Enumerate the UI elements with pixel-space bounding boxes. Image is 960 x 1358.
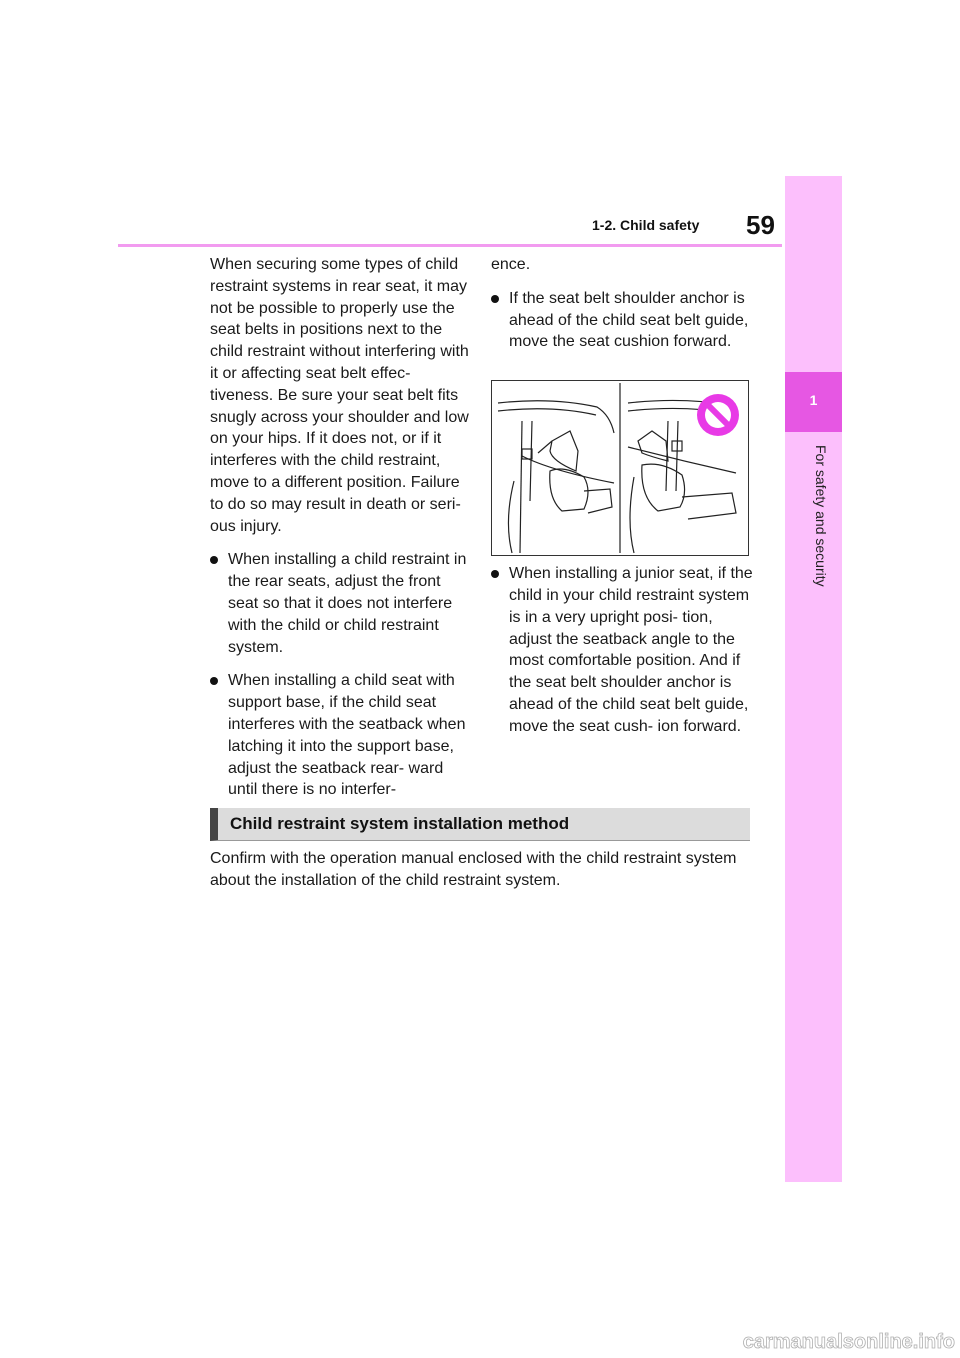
prohibited-icon [697, 394, 739, 436]
side-tab-number: 1 [809, 392, 818, 408]
svg-text:carmanualsonline.info: carmanualsonline.info [742, 1331, 955, 1353]
continuation-text: ence. [491, 256, 531, 273]
section-heading-text: Child restraint system installation method [230, 814, 570, 833]
header-section-title: 1-2. Child safety [592, 217, 700, 233]
intro-paragraph: When securing some types of child restraint systems in rear seat, it may not be possible to properly use the seat belts in positions next to the child restraint without interfering with it or affecting seat belt effec- tiveness. Be sure your seat belt fits snugly across your shoulder and low on your hips. If it does not, or if it interferes with the child restraint, move to a different position. Failure to do so may result in death or seri- ous injury. [210, 256, 469, 535]
seat-illustration [491, 380, 749, 556]
section-heading [210, 808, 750, 841]
section-body-text: Confirm with the operation manual enclosed with the child restraint system about the installation of the child restraint system. [210, 850, 737, 889]
page-number: 59 [746, 210, 775, 240]
bullet-icon [210, 677, 218, 685]
seat-drawing [492, 381, 748, 555]
list-item [491, 563, 753, 737]
side-tab [785, 176, 842, 1182]
header-rule [118, 244, 782, 247]
side-tab-label: For safety and security [813, 445, 829, 587]
watermark-logo [0, 1328, 960, 1354]
list-item [491, 288, 753, 353]
bullet-text: When installing a child restraint in the rear seats, adjust the front seat so that it does not interfere with the child or child restraint system. [228, 551, 467, 656]
list-item [210, 549, 470, 658]
bullet-text: When installing a child seat with support base, if the child seat interferes with the seatback when latching it into the support base, adjust the seatback rear- ward until there is no interfer- [228, 672, 466, 799]
bullet-icon [491, 570, 499, 578]
list-item [210, 670, 470, 801]
bullet-icon [491, 295, 499, 303]
left-column [210, 254, 470, 813]
bullet-icon [210, 556, 218, 564]
bullet-text: If the seat belt shoulder anchor is ahead of the child seat belt guide, move the seat cushion forward. [509, 289, 749, 351]
bullet-text: When installing a junior seat, if the child in your child restraint system is in a very upright posi- tion, adjust the seatback angle to the most comfortable position. And if the seat belt shoulder anchor is ahead of the child seat belt guide, move the seat cush- ion forward. [509, 565, 753, 735]
